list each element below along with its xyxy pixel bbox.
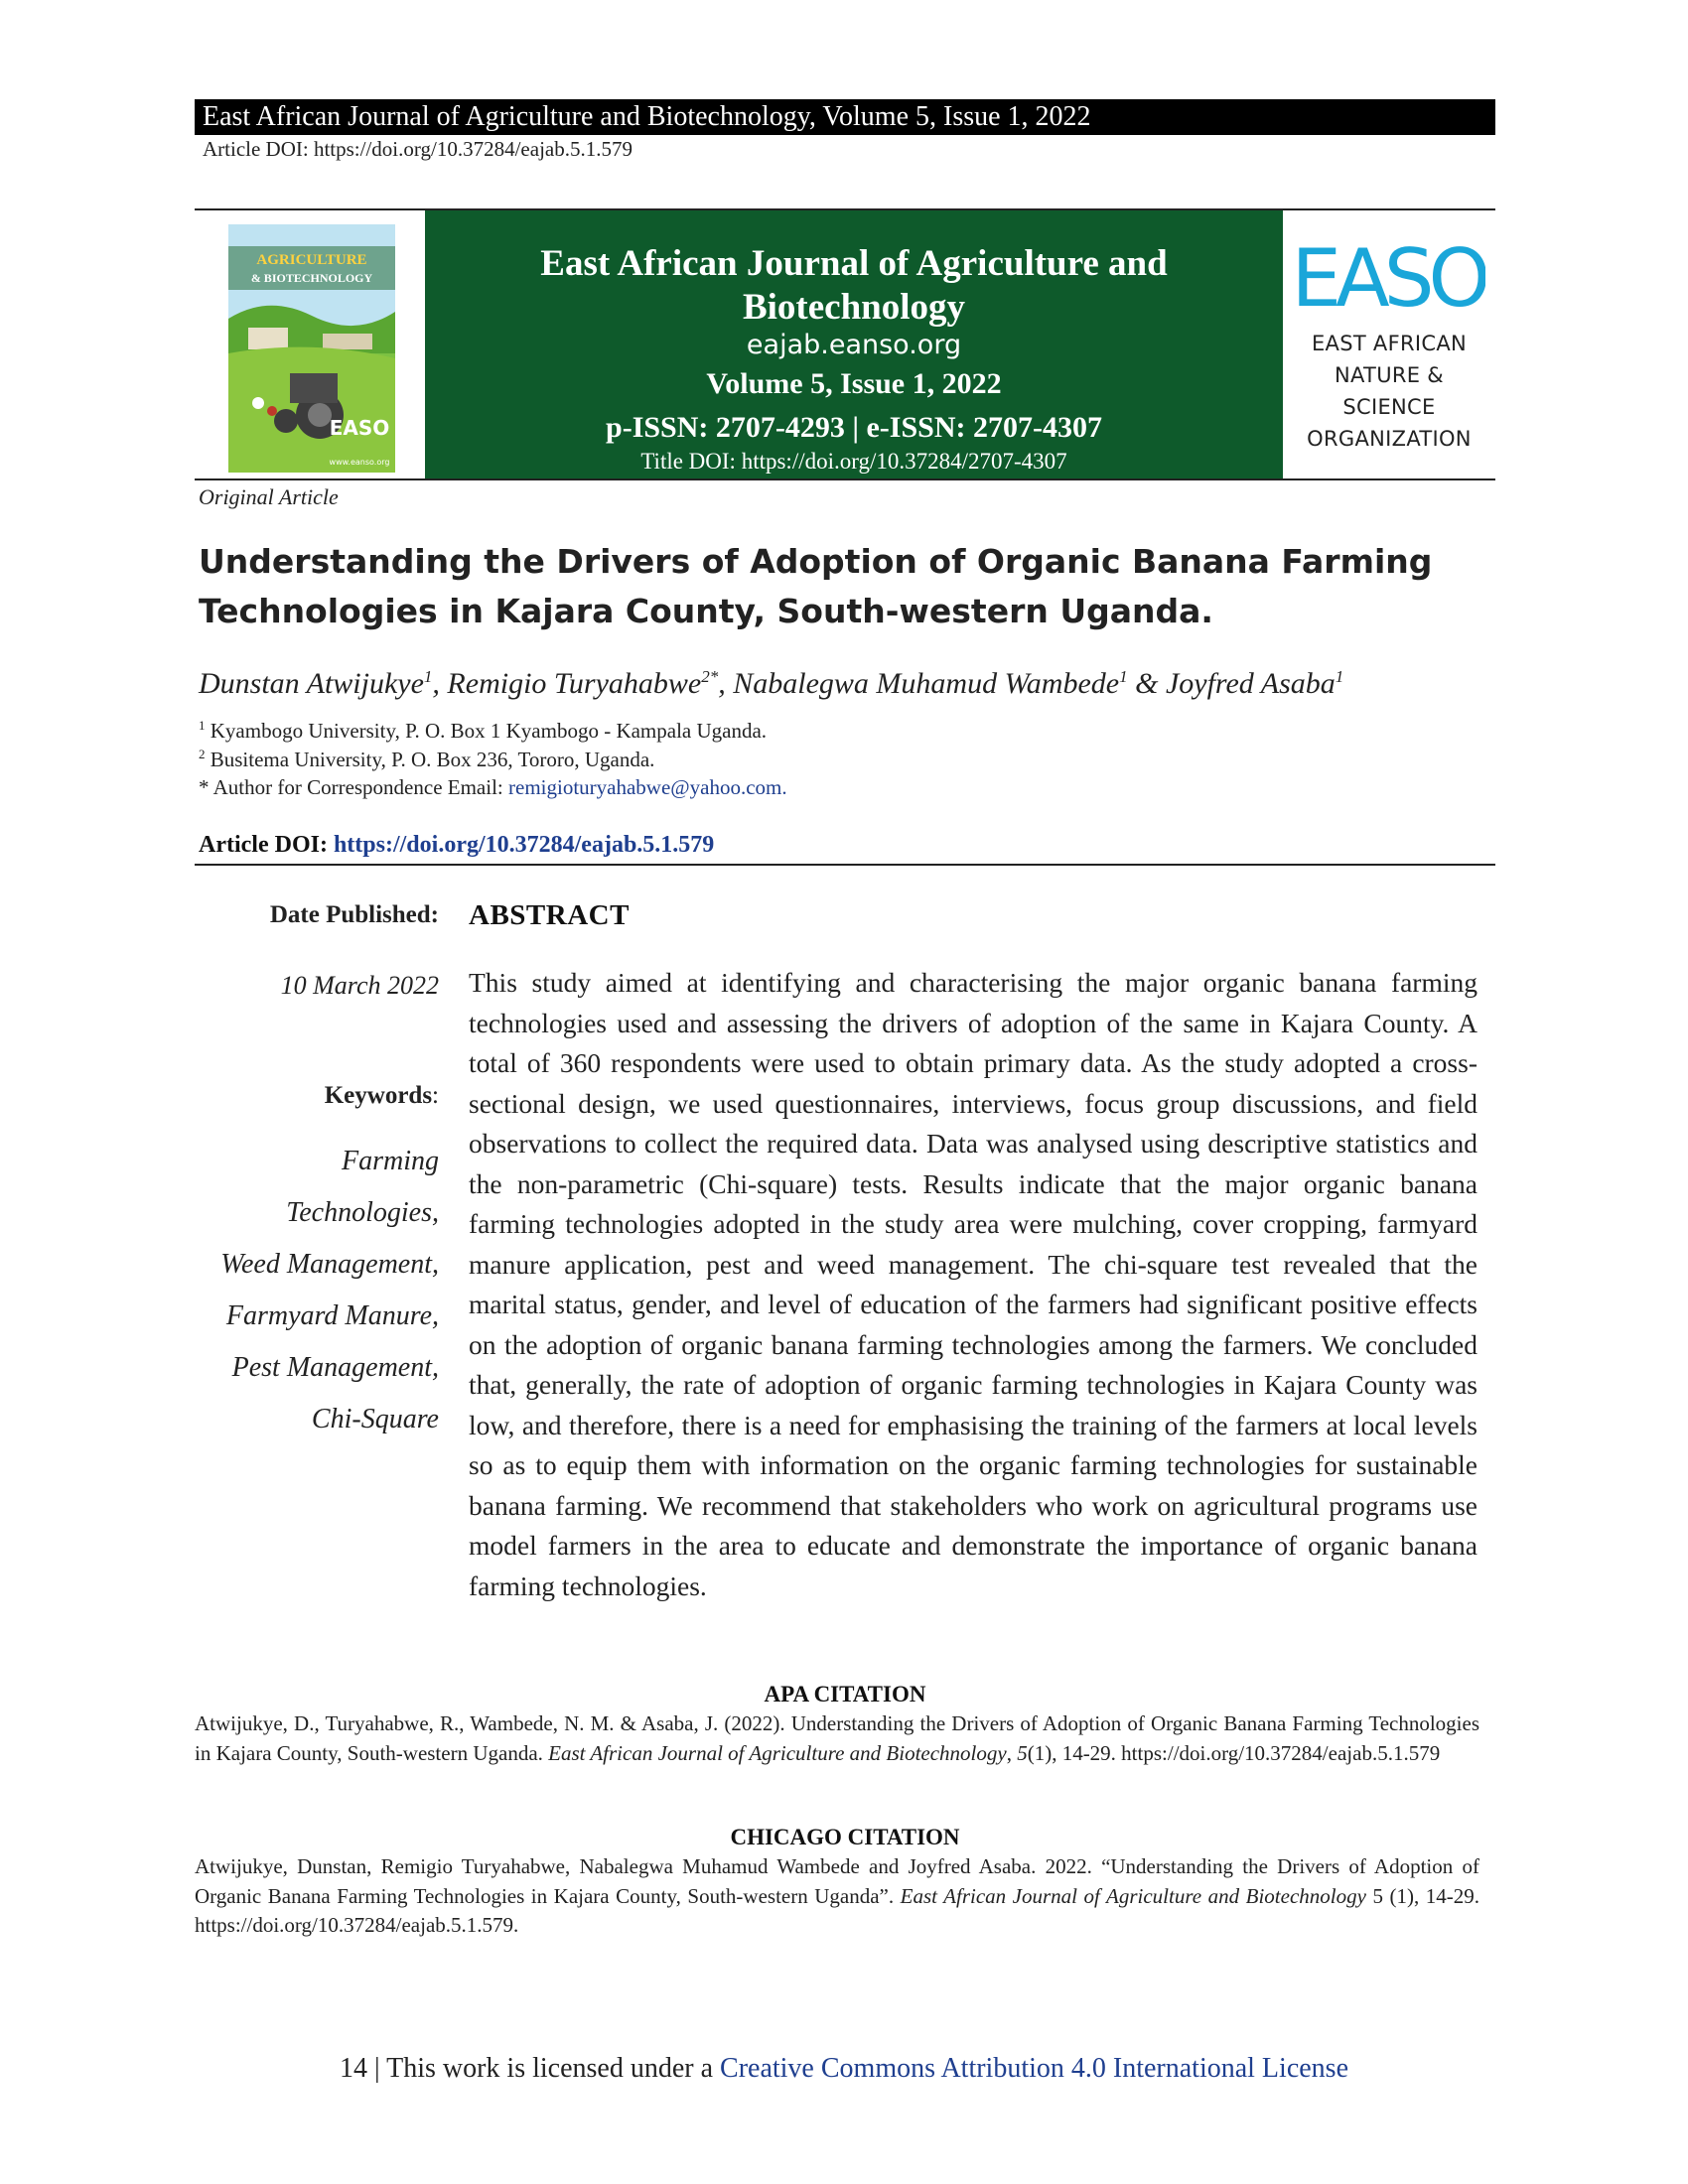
journal-website[interactable]: eajab.eanso.org bbox=[746, 330, 962, 360]
keyword: Technologies, bbox=[286, 1197, 439, 1228]
article-doi-label: Article DOI: bbox=[199, 832, 334, 858]
correspondence bbox=[199, 775, 787, 800]
section-divider bbox=[195, 864, 1495, 866]
keyword: Farmyard Manure, bbox=[225, 1300, 439, 1331]
date-published-value: 10 March 2022 bbox=[280, 971, 439, 1000]
author-list bbox=[199, 667, 1343, 701]
article-doi bbox=[199, 832, 714, 859]
journal-cover-image bbox=[228, 224, 395, 473]
publisher-name-line: SCIENCE bbox=[1342, 395, 1436, 419]
keywords-label bbox=[325, 1082, 439, 1110]
correspondence-email-link[interactable]: remigioturyahabwe@yahoo.com. bbox=[508, 775, 787, 799]
affiliation-text: Kyambogo University, P. O. Box 1 Kyambogo - Kampala Uganda. bbox=[205, 719, 768, 743]
apa-citation-text bbox=[195, 1709, 1479, 1768]
article-title-line1: Understanding the Drivers of Adoption of Organic Banana Farming bbox=[199, 542, 1433, 581]
keyword: Weed Management, bbox=[220, 1249, 439, 1280]
easo-logo-text: EASO bbox=[1291, 232, 1485, 320]
license-link[interactable]: Creative Commons Attribution 4.0 International License bbox=[720, 2053, 1348, 2084]
apa-citation-journal: East African Journal of Agriculture and Biotechnology bbox=[548, 1740, 1007, 1765]
journal-volume-issue: Volume 5, Issue 1, 2022 bbox=[706, 367, 1002, 400]
publisher-name-line: NATURE & bbox=[1335, 363, 1444, 387]
publisher-name-line: ORGANIZATION bbox=[1307, 427, 1472, 451]
journal-title-doi[interactable]: Title DOI: https://doi.org/10.37284/2707-4307 bbox=[640, 449, 1067, 474]
cover-title-2: & BIOTECHNOLOGY bbox=[250, 271, 373, 285]
easo-logo bbox=[1291, 230, 1485, 320]
article-doi-link[interactable]: https://doi.org/10.37284/eajab.5.1.579 bbox=[333, 832, 715, 858]
cover-url: www.eanso.org bbox=[329, 458, 390, 467]
affiliation-text: Busitema University, P. O. Box 236, Tororo, Uganda. bbox=[205, 748, 655, 771]
affiliation-mark: 2 bbox=[199, 747, 206, 761]
abstract-heading: ABSTRACT bbox=[469, 899, 630, 931]
apa-citation-sep: , bbox=[1006, 1740, 1018, 1765]
license-prefix: This work is licensed under a bbox=[386, 2053, 721, 2084]
journal-title-line1: East African Journal of Agriculture and bbox=[540, 243, 1168, 284]
journal-masthead bbox=[195, 208, 1495, 480]
abstract-body: This study aimed at identifying and characterising the major organic banana farming technologies used and assessing the drivers of adoption of the same in Kajara County. A total of 360 respondents were used to obtain primary data. As the study adopted a cross-sectional design, we used questionnaires, interviews, focus group discussions, and field observations to collect the required data. Data was analysed using descriptive statistics and the non-parametric (Chi-square) tests. Results indicate that the major organic banana farming technologies adopted in the study area were mulching, cover cropping, farmyard manure application, pest and weed management. The chi-square test revealed that the marital status, gender, and level of education of the farmers had significant positive effects on the adoption of organic banana farming technologies among the farmers. We concluded that, generally, the rate of adoption of organic farming technologies in Kajara County was low, and therefore, there is a need for emphasising the training of the farmers at local levels so as to equip them with information on the organic farming technologies for sustainable banana farming. We recommend that stakeholders who work on agricultural programs use model farmers in the area to educate and demonstrate the importance of organic banana farming technologies. bbox=[469, 967, 1477, 1601]
correspondence-label: * Author for Correspondence Email: bbox=[199, 775, 509, 799]
article-title-line2: Technologies in Kajara County, South-western Uganda. bbox=[199, 592, 1213, 630]
apa-citation-pre: Atwijukye, D., Turyahabwe, R., Wambede, N. M. & Asaba, J. (2022). Understanding the Drivers of Adoption of Organic Banana Farming Technologies in Kajara County, South-western Uganda. bbox=[195, 1711, 1479, 1765]
keyword: Chi-Square bbox=[311, 1404, 439, 1434]
cover-title-1: AGRICULTURE bbox=[256, 252, 367, 268]
keywords-colon: : bbox=[432, 1082, 439, 1109]
chicago-citation-journal: East African Journal of Agriculture and Biotechnology bbox=[900, 1883, 1366, 1908]
apa-citation-post: (1), 14-29. https://doi.org/10.37284/eajab.5.1.579 bbox=[1027, 1740, 1441, 1765]
journal-issn: p-ISSN: 2707-4293 | e-ISSN: 2707-4307 bbox=[606, 411, 1102, 444]
publisher-name-line: EAST AFRICAN bbox=[1311, 332, 1468, 355]
chicago-citation-pre: Atwijukye, Dunstan, Remigio Turyahabwe, Nabalegwa Muhamud Wambede and Joyfred Asaba. 2022. “Understanding the Drivers of Adoption of Organic Banana Farming Technologies in Kajara County, South-western Uganda”. bbox=[195, 1854, 1479, 1908]
article-type: Original Article bbox=[199, 484, 339, 509]
apa-citation-volume: 5 bbox=[1017, 1740, 1028, 1765]
author-name: Remigio Turyahabwe bbox=[447, 667, 702, 700]
publisher-logo-block bbox=[1283, 210, 1495, 478]
keyword: Pest Management, bbox=[231, 1352, 439, 1383]
page-number: 14 bbox=[339, 2053, 367, 2084]
journal-cover-area bbox=[195, 210, 425, 478]
author-affiliation-mark: 1 bbox=[423, 667, 433, 686]
affiliation bbox=[199, 718, 767, 744]
keywords-label-text: Keywords bbox=[324, 1082, 433, 1109]
footer-separator: | bbox=[366, 2053, 387, 2084]
author-affiliation-mark: 2* bbox=[701, 667, 719, 686]
author-separator: & bbox=[1127, 667, 1166, 700]
affiliation bbox=[199, 747, 654, 772]
chicago-citation-heading: CHICAGO CITATION bbox=[730, 1825, 960, 1849]
author-name: Joyfred Asaba bbox=[1165, 667, 1336, 700]
page-footer bbox=[0, 2053, 1688, 2085]
running-header: East African Journal of Agriculture and Biotechnology, Volume 5, Issue 1, 2022 bbox=[195, 99, 1495, 135]
cover-illustration bbox=[228, 224, 395, 473]
apa-citation-heading: APA CITATION bbox=[764, 1682, 926, 1706]
affiliation-mark: 1 bbox=[199, 718, 206, 733]
chicago-citation-text bbox=[195, 1852, 1479, 1941]
author-separator: , bbox=[432, 667, 448, 700]
keyword: Farming bbox=[342, 1146, 439, 1176]
date-published-label: Date Published: bbox=[269, 901, 439, 928]
header-article-doi[interactable]: Article DOI: https://doi.org/10.37284/eajab.5.1.579 bbox=[203, 137, 633, 161]
chicago-citation-post: 5 (1), 14-29. https://doi.org/10.37284/eajab.5.1.579. bbox=[195, 1883, 1479, 1937]
journal-info-panel bbox=[425, 210, 1283, 478]
author-name: Dunstan Atwijukye bbox=[199, 667, 424, 700]
author-affiliation-mark: 1 bbox=[1335, 667, 1344, 686]
author-affiliation-mark: 1 bbox=[1119, 667, 1128, 686]
author-name: Nabalegwa Muhamud Wambede bbox=[733, 667, 1120, 700]
author-separator: , bbox=[718, 667, 734, 700]
journal-title-line2: Biotechnology bbox=[742, 287, 966, 328]
cover-logo: EASO bbox=[329, 416, 390, 440]
